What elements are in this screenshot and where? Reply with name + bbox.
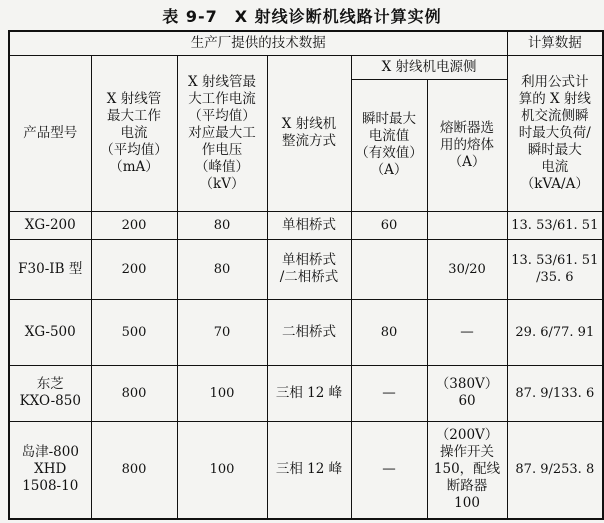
header-tube-voltage: X 射线管最 大工作电流 （平均值） 对应最大工 作电压 （峰值） （kV） <box>177 55 267 211</box>
cell-calc: 13. 53/61. 51 /35. 6 <box>507 239 603 299</box>
cell-instant <box>351 239 427 299</box>
table-row <box>9 365 603 421</box>
cell-voltage: 70 <box>177 299 267 365</box>
cell-fuse: — <box>427 299 507 365</box>
cell-model: 岛津-800 XHD 1508-10 <box>9 421 91 519</box>
table-row <box>9 299 603 365</box>
cell-instant: 80 <box>351 299 427 365</box>
header-manufacturer-data: 生产厂提供的技术数据 <box>9 31 507 55</box>
header-model: 产品型号 <box>9 55 91 211</box>
cell-fuse: （200V） 操作开关 150，配线 断路器 100 <box>427 421 507 519</box>
cell-calc: 87. 9/253. 8 <box>507 421 603 519</box>
cell-rectify: 三相 12 峰 <box>267 365 351 421</box>
cell-fuse: （380V） 60 <box>427 365 507 421</box>
cell-model: XG-200 <box>9 211 91 239</box>
header-power-side: X 射线机电源侧 <box>351 55 507 79</box>
header-calculated-data: 计算数据 <box>507 31 603 55</box>
cell-fuse <box>427 211 507 239</box>
cell-current: 800 <box>91 421 177 519</box>
cell-instant: — <box>351 365 427 421</box>
cell-voltage: 100 <box>177 365 267 421</box>
cell-current: 500 <box>91 299 177 365</box>
cell-instant: 60 <box>351 211 427 239</box>
cell-current: 200 <box>91 211 177 239</box>
table-row <box>9 211 603 239</box>
cell-voltage: 100 <box>177 421 267 519</box>
cell-rectify: 三相 12 峰 <box>267 421 351 519</box>
cell-current: 200 <box>91 239 177 299</box>
cell-rectify: 单相桥式 /二相桥式 <box>267 239 351 299</box>
header-calc-formula: 利用公式计 算的 X 射线 机交流侧瞬 时最大负荷/ 瞬时最大 电流 （kVA/A） <box>507 55 603 211</box>
cell-instant: — <box>351 421 427 519</box>
table-row <box>9 239 603 299</box>
cell-voltage: 80 <box>177 239 267 299</box>
cell-model: 东芝 KXO-850 <box>9 365 91 421</box>
cell-rectify: 二相桥式 <box>267 299 351 365</box>
header-rectification: X 射线机 整流方式 <box>267 55 351 211</box>
cell-voltage: 80 <box>177 211 267 239</box>
cell-calc: 87. 9/133. 6 <box>507 365 603 421</box>
header-instant-current: 瞬时最大 电流值 （有效值） （A） <box>351 79 427 211</box>
cell-calc: 29. 6/77. 91 <box>507 299 603 365</box>
cell-rectify: 单相桥式 <box>267 211 351 239</box>
cell-current: 800 <box>91 365 177 421</box>
cell-model: F30-IB 型 <box>9 239 91 299</box>
table-row <box>9 421 603 519</box>
header-fuse: 熔断器选 用的熔体 （A） <box>427 79 507 211</box>
header-tube-current: X 射线管 最大工作 电流 （平均值） （mA） <box>91 55 177 211</box>
table-title: 表 9-7 X 射线诊断机线路计算实例 <box>162 7 442 26</box>
calculation-table <box>8 30 604 520</box>
cell-calc: 13. 53/61. 51 <box>507 211 603 239</box>
cell-fuse: 30/20 <box>427 239 507 299</box>
cell-model: XG-500 <box>9 299 91 365</box>
